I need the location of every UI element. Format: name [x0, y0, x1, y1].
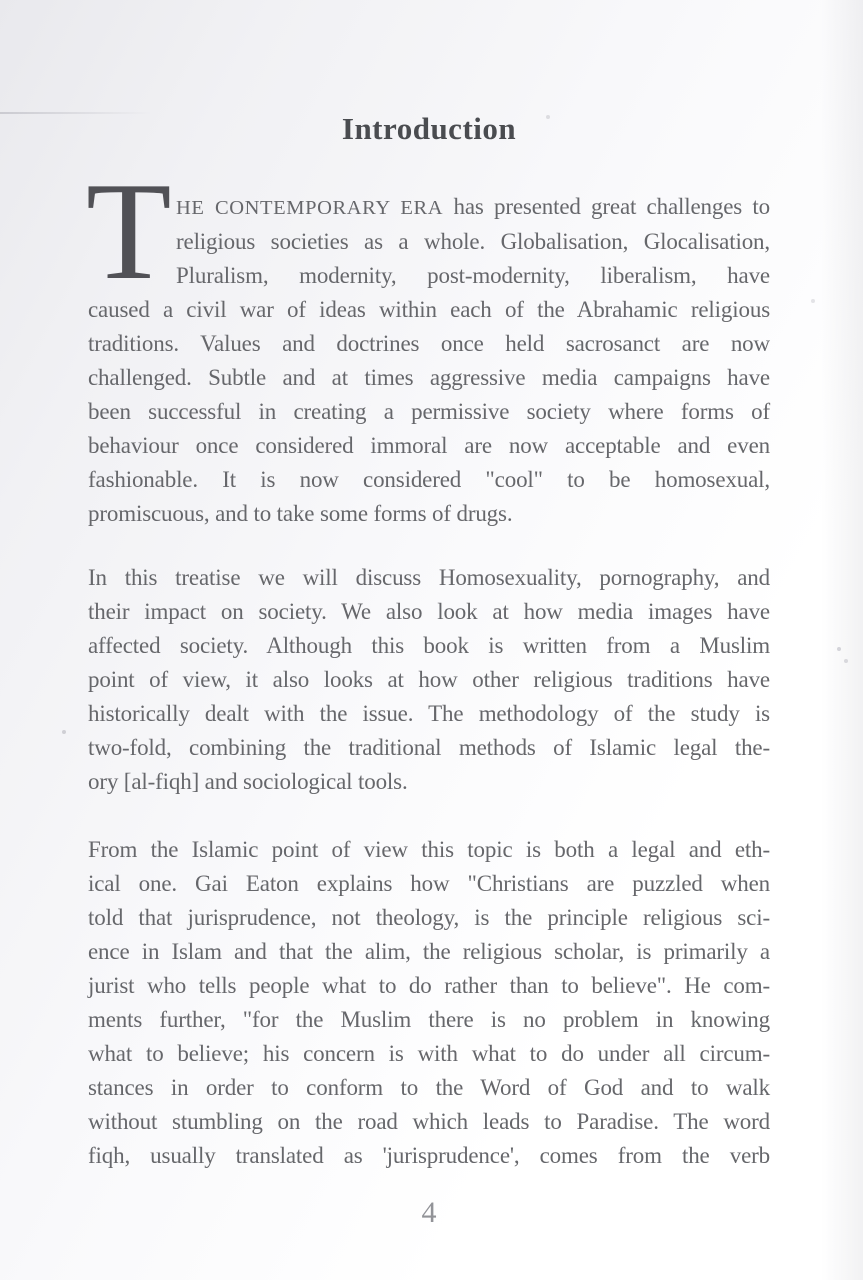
paragraph-treatise	[88, 561, 770, 799]
paragraph-intro	[86, 154, 770, 531]
text-line: ments further, "for the Muslim there is no problem in knowing	[88, 1007, 770, 1032]
indented-lines	[176, 225, 770, 293]
text-line: From the Islamic point of view this topic is both a legal and eth-	[88, 837, 770, 862]
text-line: In this treatise we will discuss Homosexuality, pornography, and	[88, 565, 770, 590]
text-line: behaviour once considered immoral are now acceptable and even	[88, 433, 770, 458]
text-line: jurist who tells people what to do rather than to believe". He com-	[88, 973, 770, 998]
text-line: stances in order to conform to the Word of God and to walk	[88, 1075, 770, 1100]
text-line: promiscuous, and to take some forms of drugs.	[88, 501, 513, 526]
text-line: without stumbling on the road which leads to Paradise. The word	[88, 1109, 770, 1134]
page-number: 4	[421, 1196, 437, 1229]
paragraph-lines	[88, 833, 770, 1173]
text-line: ence in Islam and that the alim, the religious scholar, is primarily a	[88, 939, 770, 964]
text-line: traditions. Values and doctrines once held sacrosanct are now	[88, 331, 770, 356]
text-line: caused a civil war of ideas within each of the Abrahamic religious	[88, 297, 770, 322]
text-line: fashionable. It is now considered "cool" to be homosexual,	[88, 467, 770, 492]
text-line: ory [al-fiqh] and sociological tools.	[88, 769, 408, 794]
smallcaps-text: HE CONTEMPORARY ERA	[176, 197, 444, 219]
text-line: religious societies as a whole. Globalisation, Glocalisation,	[176, 229, 770, 254]
text-line: historically dealt with the issue. The methodology of the study is	[88, 701, 770, 726]
text-line: Pluralism, modernity, post-modernity, liberalism, have	[176, 263, 770, 288]
text-line: told that jurisprudence, not theology, is the principle religious sci-	[88, 905, 770, 930]
text-line-lead	[176, 190, 770, 225]
dropcap-letter: T	[86, 154, 172, 309]
text-line: challenged. Subtle and at times aggressive media campaigns have	[88, 365, 770, 390]
text-line: been successful in creating a permissive society where forms of	[88, 399, 770, 424]
text-line: what to believe; his concern is with what to do under all circum-	[88, 1041, 770, 1066]
text-line: ical one. Gai Eaton explains how "Christians are puzzled when	[88, 871, 770, 896]
paragraph-lines	[88, 561, 770, 799]
text-line: affected society. Although this book is written from a Muslim	[88, 633, 770, 658]
page-title: Introduction	[341, 111, 517, 146]
scan-speckles	[0, 0, 2, 2]
dropcap-indented-block	[176, 190, 770, 293]
text-line: fiqh, usually translated as 'jurisprudence', comes from the verb	[88, 1143, 770, 1168]
paragraph-islamic-view	[88, 833, 770, 1173]
text-line: their impact on society. We also look at how media images have	[88, 599, 770, 624]
paragraph-lines	[88, 293, 770, 531]
text-line: point of view, it also looks at how other religious traditions have	[88, 667, 770, 692]
text-line: two-fold, combining the traditional methods of Islamic legal the-	[88, 735, 770, 760]
lead-text: has presented great challenges to	[443, 194, 770, 219]
